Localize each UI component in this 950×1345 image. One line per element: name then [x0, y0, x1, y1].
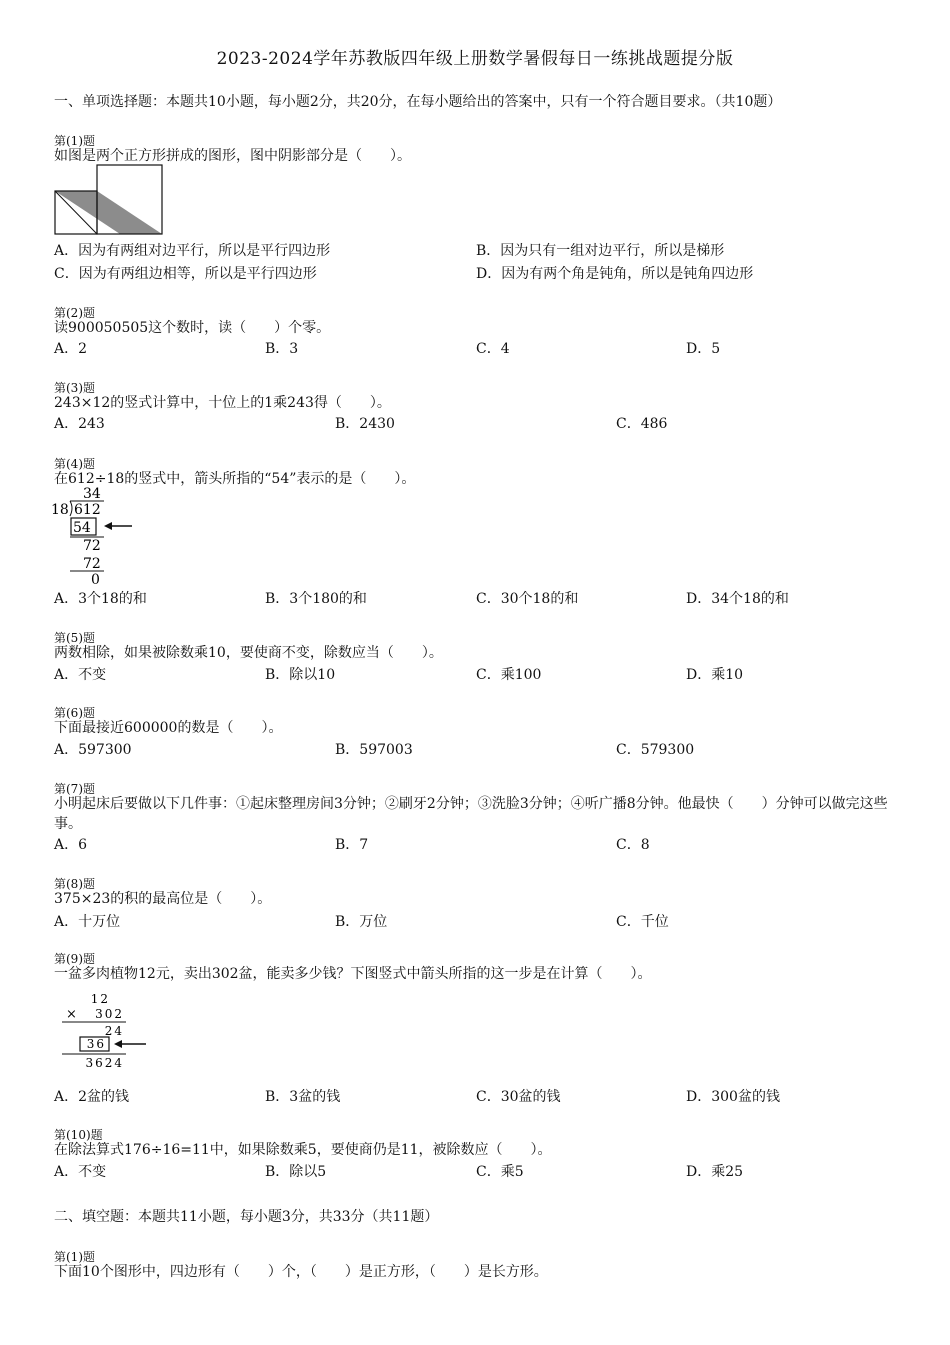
option-b: B．3盆的钱 — [265, 1089, 341, 1105]
option-c: C．8 — [616, 837, 650, 853]
dividend: 612 — [74, 502, 101, 518]
question-text: 375×23的积的最高位是（ ）。 — [54, 891, 272, 907]
section-header-fill: 二、填空题：本题共11小题，每小题3分，共33分（共11题） — [54, 1209, 439, 1225]
question-text: 下面10个图形中，四边形有（ ）个，（ ）是正方形，（ ）是长方形。 — [54, 1264, 548, 1280]
remainder: 0 — [91, 572, 100, 586]
question-text: 一盆多肉植物12元，卖出302盆，能卖多少钱？下图竖式中箭头所指的这一步是在计算（ ）。 — [54, 966, 652, 982]
question-number: 第(3)题 — [54, 381, 95, 395]
option-c: C．千位 — [616, 914, 669, 930]
option-a: A．6 — [54, 837, 88, 853]
question-number: 第(8)题 — [54, 877, 95, 891]
shaded-parallelogram — [55, 191, 162, 234]
step-value: 72 — [83, 556, 101, 572]
option-a: A．597300 — [54, 742, 132, 758]
option-b: B．因为只有一组对边平行，所以是梯形 — [476, 243, 725, 259]
question-text: 下面最接近600000的数是（ ）。 — [54, 720, 283, 736]
option-a: A．243 — [54, 416, 105, 432]
section-header-choice: 一、单项选择题：本题共10小题，每小题2分，共20分，在每小题给出的答案中，只有一个符合题目要求。（共10题） — [54, 94, 782, 110]
question-number: 第(1)题 — [54, 1250, 95, 1264]
option-d: D．34个18的和 — [686, 591, 789, 607]
option-d: D．5 — [686, 341, 721, 357]
multiplier: 302 — [95, 1007, 124, 1021]
question-text: 读900050505这个数时，读（ ）个零。 — [54, 320, 331, 336]
option-c: C．579300 — [616, 742, 695, 758]
option-b: B．3 — [265, 341, 299, 357]
option-c: C．乘100 — [476, 667, 542, 683]
option-c: C．乘5 — [476, 1164, 524, 1180]
option-d: D．乘25 — [686, 1164, 744, 1180]
vertical-multiplication-figure — [58, 990, 158, 1074]
question-text: 两数相除，如果被除数乘10，要使商不变，除数应当（ ）。 — [54, 645, 443, 661]
question-number: 第(7)题 — [54, 782, 95, 796]
question-text: 在612÷18的竖式中，箭头所指的“54”表示的是（ ）。 — [54, 471, 416, 487]
arrow-head-icon — [114, 1040, 122, 1048]
option-a: A．2盆的钱 — [54, 1089, 130, 1105]
option-d: D．乘10 — [686, 667, 744, 683]
quotient: 34 — [83, 486, 101, 502]
boxed-value: 36 — [86, 1037, 106, 1051]
question-text: 如图是两个正方形拼成的图形，图中阴影部分是（ ）。 — [54, 148, 411, 164]
option-c: C．4 — [476, 341, 510, 357]
question-number: 第(5)题 — [54, 631, 95, 645]
option-b: B．万位 — [335, 914, 388, 930]
option-b: B．597003 — [335, 742, 413, 758]
question-text: 243×12的竖式计算中，十位上的1乘243得（ ）。 — [54, 395, 391, 411]
times-icon: × — [66, 1007, 77, 1022]
step-value: 72 — [83, 538, 101, 554]
two-squares-figure — [54, 164, 166, 240]
question-number: 第(9)题 — [54, 952, 95, 966]
multiplicand: 12 — [90, 992, 110, 1006]
question-text: 在除法算式176÷16=11中，如果除数乘5，要使商仍是11，被除数应（ ）。 — [54, 1142, 552, 1158]
option-d: D．300盆的钱 — [686, 1089, 780, 1105]
option-a: A．十万位 — [54, 914, 121, 930]
question-number: 第(6)题 — [54, 706, 95, 720]
question-text: 小明起床后要做以下几件事：①起床整理房间3分钟；②刷牙2分钟；③洗脸3分钟；④听广播8分钟。他最快（ ）分钟可以做完这些事。 — [54, 796, 888, 832]
question-number: 第(1)题 — [54, 134, 95, 148]
option-b: B．7 — [335, 837, 369, 853]
option-c: C．因为有两组边相等，所以是平行四边形 — [54, 266, 317, 282]
option-a: A．因为有两组对边平行，所以是平行四边形 — [54, 243, 331, 259]
option-c: C．486 — [616, 416, 668, 432]
option-b: B．2430 — [335, 416, 395, 432]
option-b: B．3个180的和 — [265, 591, 367, 607]
divisor: 18 — [51, 502, 69, 518]
option-a: A．2 — [54, 341, 88, 357]
option-a: A．不变 — [54, 667, 107, 683]
option-c: C．30个18的和 — [476, 591, 579, 607]
question-number: 第(4)题 — [54, 457, 95, 471]
product: 3624 — [85, 1056, 124, 1070]
boxed-value: 54 — [73, 520, 91, 536]
partial-product: 24 — [104, 1024, 124, 1038]
arrow-head-icon — [104, 522, 112, 530]
option-d: D．因为有两个角是钝角，所以是钝角四边形 — [476, 266, 754, 282]
option-a: A．不变 — [54, 1164, 107, 1180]
option-c: C．30盆的钱 — [476, 1089, 561, 1105]
question-number: 第(10)题 — [54, 1128, 103, 1142]
option-b: B．除以5 — [265, 1164, 327, 1180]
question-number: 第(2)题 — [54, 306, 95, 320]
page-title: 2023-2024学年苏教版四年级上册数学暑假每日一练挑战题提分版 — [216, 49, 734, 69]
option-b: B．除以10 — [265, 667, 336, 683]
option-a: A．3个18的和 — [54, 591, 147, 607]
long-division-figure — [50, 484, 140, 590]
